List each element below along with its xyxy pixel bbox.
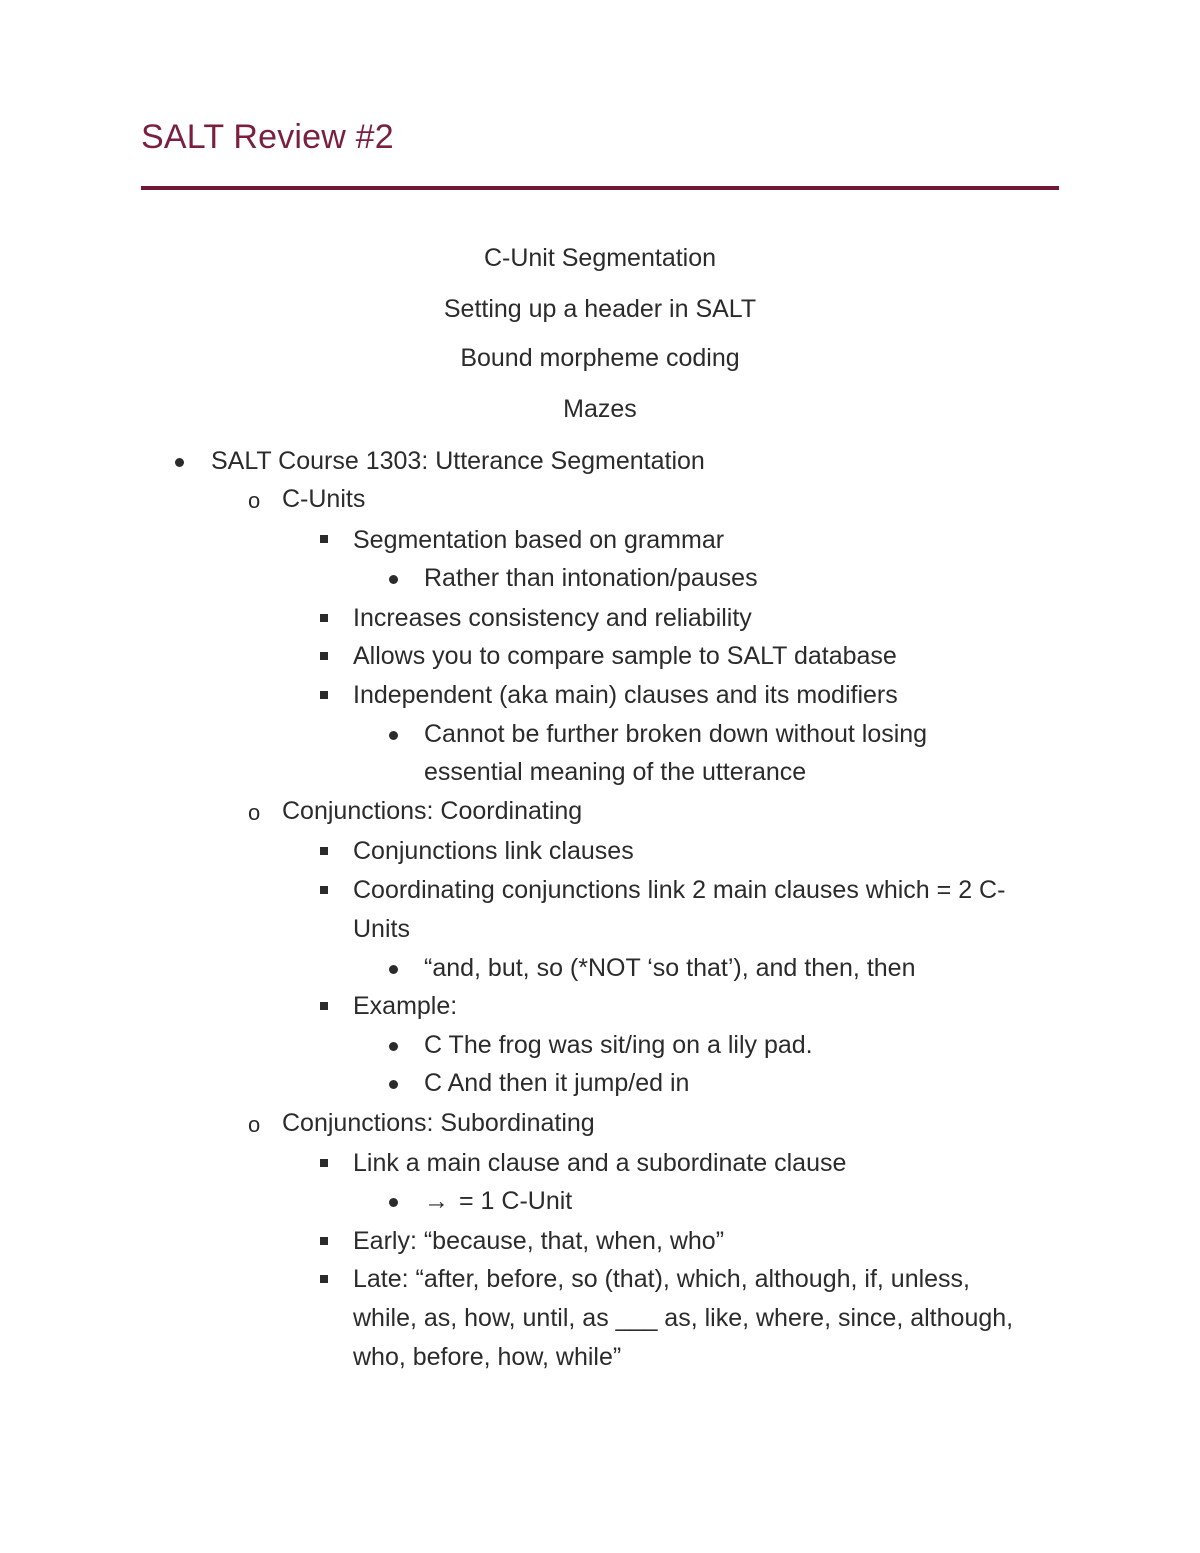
bullet-circle-icon: o bbox=[248, 488, 261, 513]
arrow-right-icon: → bbox=[424, 1187, 449, 1215]
bullet-square-icon bbox=[320, 1237, 328, 1245]
outline-course: SALT Course 1303: Utterance Segmentation bbox=[211, 447, 705, 475]
bullet-circle-icon: o bbox=[248, 1112, 261, 1137]
outline-subordinating-label: Conjunctions: Subordinating bbox=[282, 1109, 595, 1137]
list-item: Allows you to compare sample to SALT database bbox=[353, 642, 897, 670]
list-item: Cannot be further broken down without losing bbox=[424, 720, 928, 748]
topic-bound-morpheme: Bound morpheme coding bbox=[460, 344, 740, 372]
list-item-continuation: essential meaning of the utterance bbox=[424, 758, 807, 786]
list-item bbox=[424, 1187, 572, 1216]
list-item-text: = 1 C-Unit bbox=[459, 1187, 573, 1215]
list-item: Segmentation based on grammar bbox=[353, 526, 725, 554]
document-title: SALT Review #2 bbox=[141, 118, 394, 156]
bullet-dot-icon bbox=[175, 458, 184, 467]
list-item: “and, but, so (*NOT ‘so that’), and then, then bbox=[424, 954, 916, 982]
list-item: Late: “after, before, so (that), which, although, if, unless, bbox=[353, 1265, 971, 1293]
outline-coordinating-label: Conjunctions: Coordinating bbox=[282, 797, 583, 825]
bullet-square-icon bbox=[320, 847, 328, 855]
bullet-square-icon bbox=[320, 652, 328, 660]
outline-cunits-label: C-Units bbox=[282, 485, 366, 513]
topic-header-setup: Setting up a header in SALT bbox=[443, 295, 757, 323]
list-item: Example: bbox=[353, 992, 458, 1020]
bullet-square-icon bbox=[320, 1002, 328, 1010]
title-divider bbox=[141, 186, 1059, 190]
bullet-square-icon bbox=[320, 1275, 328, 1283]
bullet-dot-icon bbox=[389, 575, 398, 584]
bullet-square-icon bbox=[320, 614, 328, 622]
list-item: Early: “because, that, when, who” bbox=[353, 1227, 725, 1255]
bullet-square-icon bbox=[320, 535, 328, 543]
list-item: Rather than intonation/pauses bbox=[424, 564, 758, 592]
list-item: Independent (aka main) clauses and its modifiers bbox=[353, 681, 898, 709]
bullet-dot-icon bbox=[389, 1198, 398, 1207]
list-item: Coordinating conjunctions link 2 main clauses which = 2 C- bbox=[353, 876, 1006, 904]
list-item-continuation: while, as, how, until, as ___ as, like, where, since, although, bbox=[353, 1304, 1014, 1332]
bullet-dot-icon bbox=[389, 1042, 398, 1051]
bullet-square-icon bbox=[320, 1159, 328, 1167]
list-item: Increases consistency and reliability bbox=[353, 604, 752, 632]
topic-mazes: Mazes bbox=[563, 395, 637, 423]
list-item-continuation: Units bbox=[353, 915, 410, 943]
list-item: Conjunctions link clauses bbox=[353, 837, 634, 865]
topic-c-unit-segmentation: C-Unit Segmentation bbox=[483, 244, 717, 272]
bullet-circle-icon: o bbox=[248, 800, 261, 825]
list-item: Link a main clause and a subordinate clause bbox=[353, 1149, 847, 1177]
bullet-dot-icon bbox=[389, 1080, 398, 1089]
list-item: C The frog was sit/ing on a lily pad. bbox=[424, 1031, 813, 1059]
bullet-dot-icon bbox=[389, 965, 398, 974]
list-item: C And then it jump/ed in bbox=[424, 1069, 690, 1097]
list-item-continuation: who, before, how, while” bbox=[353, 1343, 622, 1371]
bullet-square-icon bbox=[320, 886, 328, 894]
bullet-square-icon bbox=[320, 691, 328, 699]
bullet-dot-icon bbox=[389, 731, 398, 740]
